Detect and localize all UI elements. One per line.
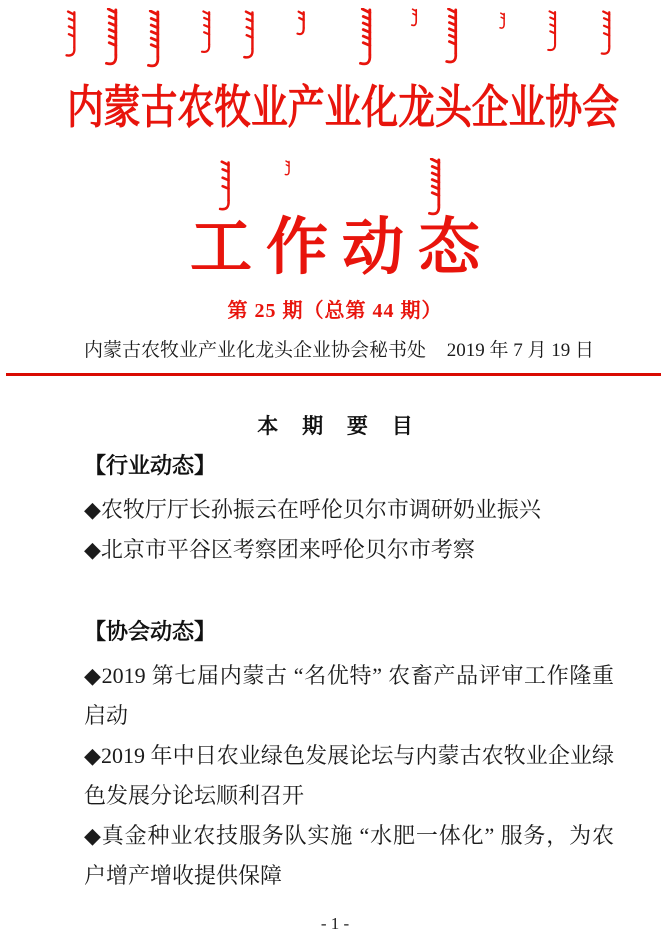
section-heading-industry: 【行业动态】	[84, 453, 217, 478]
toc-item: ◆2019 第七届内蒙古 “名优特” 农畜产品评审工作隆重启动	[84, 663, 614, 728]
mongolian-word-glyph	[412, 9, 416, 25]
red-divider-rule	[6, 373, 661, 376]
mongolian-word-glyph	[244, 12, 252, 58]
contents-list	[84, 452, 614, 896]
toc-item: ◆北京市平谷区考察团来呼伦贝尔市考察	[84, 537, 475, 562]
mongolian-word-glyph	[447, 9, 456, 62]
page-number: - 1 -	[320, 914, 350, 933]
mongolian-word-glyph	[202, 11, 209, 51]
issue-number: 第 25 期（总第 44 期）	[227, 300, 443, 322]
mongolian-word-glyph	[285, 161, 289, 175]
section-industry-news	[84, 452, 614, 570]
section-heading-association: 【协会动态】	[84, 619, 217, 644]
masthead-title: 工作动态	[189, 214, 494, 282]
section-association-news	[84, 618, 614, 896]
mongolian-word-glyph	[220, 162, 229, 209]
mongolian-word-glyph	[106, 9, 115, 64]
toc-item: ◆真金种业农技服务队实施 “水肥一体化” 服务，为农户增产增收提供保障	[84, 823, 614, 888]
contents-heading: 本 期 要 目	[257, 415, 422, 438]
toc-item: ◆2019 年中日农业绿色发展论坛与内蒙古农牧业企业绿色发展分论坛顺利召开	[84, 743, 614, 808]
mongolian-word-glyph	[148, 11, 157, 66]
mongolian-word-glyph	[298, 12, 304, 34]
mongolian-word-glyph	[500, 13, 504, 28]
publisher-name: 内蒙古农牧业产业化龙头企业协会秘书处	[84, 340, 427, 361]
mongolian-word-glyph	[548, 11, 555, 50]
publisher-row	[84, 338, 594, 364]
toc-item: ◆农牧厅厅长孙振云在呼伦贝尔市调研奶业振兴	[84, 497, 541, 522]
publish-date: 2019 年 7 月 19 日	[446, 340, 594, 361]
mongolian-word-glyph	[429, 159, 438, 214]
mongolian-word-glyph	[360, 9, 369, 64]
mongolian-word-glyph	[602, 12, 610, 54]
association-title: 内蒙古农牧业产业化龙头企业协会	[67, 82, 619, 133]
mongolian-word-glyph	[67, 12, 75, 56]
mongolian-script-top-svg	[55, 8, 630, 80]
mongolian-script-row-top	[55, 8, 630, 80]
